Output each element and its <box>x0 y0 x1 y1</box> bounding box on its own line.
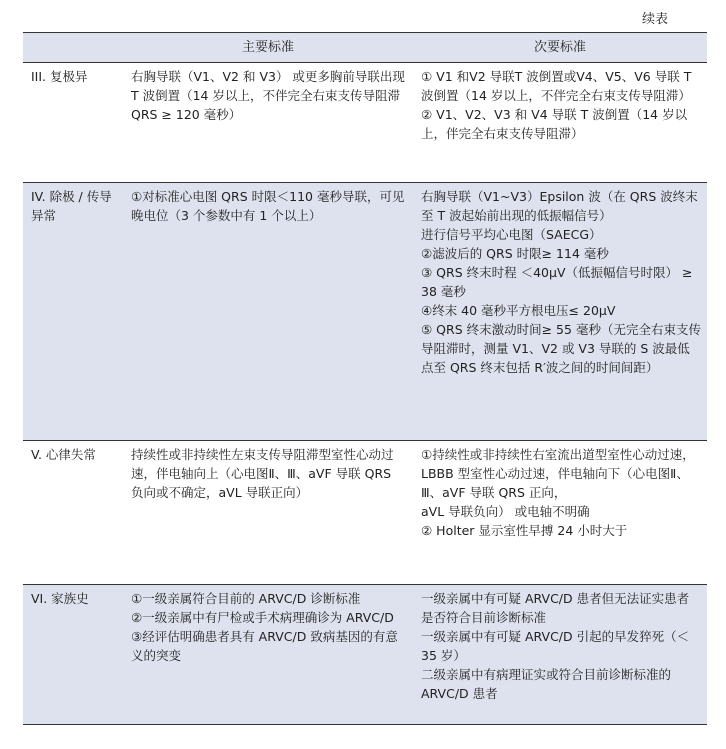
header-major: 主要标准 <box>123 33 413 63</box>
row-category: IV. 除极 / 传导异常 <box>23 183 123 441</box>
minor-cell <box>413 183 707 441</box>
major-cell <box>123 183 413 441</box>
minor-item: 进行信号平均心电图（SAECG） <box>421 227 602 242</box>
table-row <box>23 63 707 183</box>
major-item: ②一级亲属中有尸检或手术病理确诊为 ARVC/D <box>131 610 394 625</box>
row-category: V. 心律失常 <box>23 441 123 585</box>
major-item: ①一级亲属符合目前的 ARVC/D 诊断标准 <box>131 591 361 606</box>
row-category: VI. 家族史 <box>23 585 123 725</box>
minor-item: ⑤ QRS 终末激动时间≥ 55 毫秒（无完全右束支传导阻滞时，测量 V1、V2 或 V3 导联的 S 波最低点至 QRS 终末包括 R′波之间的时间间距） <box>421 322 701 375</box>
continued-label: 续表 <box>642 12 669 27</box>
table-row <box>23 183 707 441</box>
minor-item: 一级亲属中有可疑 ARVC/D 引起的早发猝死（＜35 岁） <box>421 629 690 663</box>
major-item: ①对标准心电图 QRS 时限＜110 毫秒导联，可见晚电位（3 个参数中有 1 个以上） <box>131 189 405 223</box>
header-category <box>23 33 123 63</box>
major-cell <box>123 63 413 183</box>
table-row <box>23 441 707 585</box>
minor-item: aVL 导联负向） 或电轴不明确 <box>421 504 590 519</box>
row-category: III. 复极异 <box>31 69 88 84</box>
minor-item: ② Holter 显示室性早搏 24 小时大于 <box>421 523 628 538</box>
minor-item: ① V1 和V2 导联T 波倒置或V4、V5、V6 导联 T 波倒置（14 岁以上，不伴完全右束支传导阻滞） <box>421 69 692 103</box>
minor-cell <box>413 63 707 183</box>
minor-item: 一级亲属中有可疑 ARVC/D 患者但无法证实患者是否符合目前诊断标准 <box>421 591 690 625</box>
minor-item: 右胸导联（V1~V3）Epsilon 波（在 QRS 波终末至 T 波起始前出现的低振幅信号） <box>421 189 698 223</box>
minor-item: ② V1、V2、V3 和 V4 导联 T 波倒置（14 岁以上，伴完全右束支传导阻滞） <box>421 107 688 141</box>
minor-item: ①持续性或非持续性右室流出道型室性心动过速，LBBB 型室性心动过速，伴电轴向下（心电图Ⅱ、Ⅲ、aVF 导联 QRS 正向， <box>421 447 695 500</box>
major-item: 持续性或非持续性左束支传导阻滞型室性心动过速，伴电轴向上（心电图Ⅱ、Ⅲ、aVF 导联 QRS 负向或不确定，aVL 导联正向） <box>131 447 394 500</box>
major-cell <box>123 585 413 725</box>
criteria-table <box>23 32 707 725</box>
minor-item: ③ QRS 终末时程 ＜40μV（低振幅信号时限） ≥ 38 毫秒 <box>421 265 693 299</box>
minor-cell <box>413 441 707 585</box>
table-header-row <box>23 33 707 63</box>
table-row <box>23 585 707 725</box>
major-cell <box>123 441 413 585</box>
header-minor: 次要标准 <box>413 33 707 63</box>
major-item: ③经评估明确患者具有 ARVC/D 致病基因的有意义的突变 <box>131 629 398 663</box>
minor-cell <box>413 585 707 725</box>
minor-item: ④终末 40 毫秒平方根电压≤ 20μV <box>421 303 616 318</box>
minor-item: 二级亲属中有病理证实或符合目前诊断标准的 ARVC/D 患者 <box>421 667 672 701</box>
minor-item: ②滤波后的 QRS 时限≥ 114 毫秒 <box>421 246 609 261</box>
major-item: 右胸导联（V1、V2 和 V3） 或更多胸前导联出现 T 波倒置（14 岁以上，不伴完全右束支传导阻滞 QRS ≥ 120 毫秒） <box>131 69 405 122</box>
